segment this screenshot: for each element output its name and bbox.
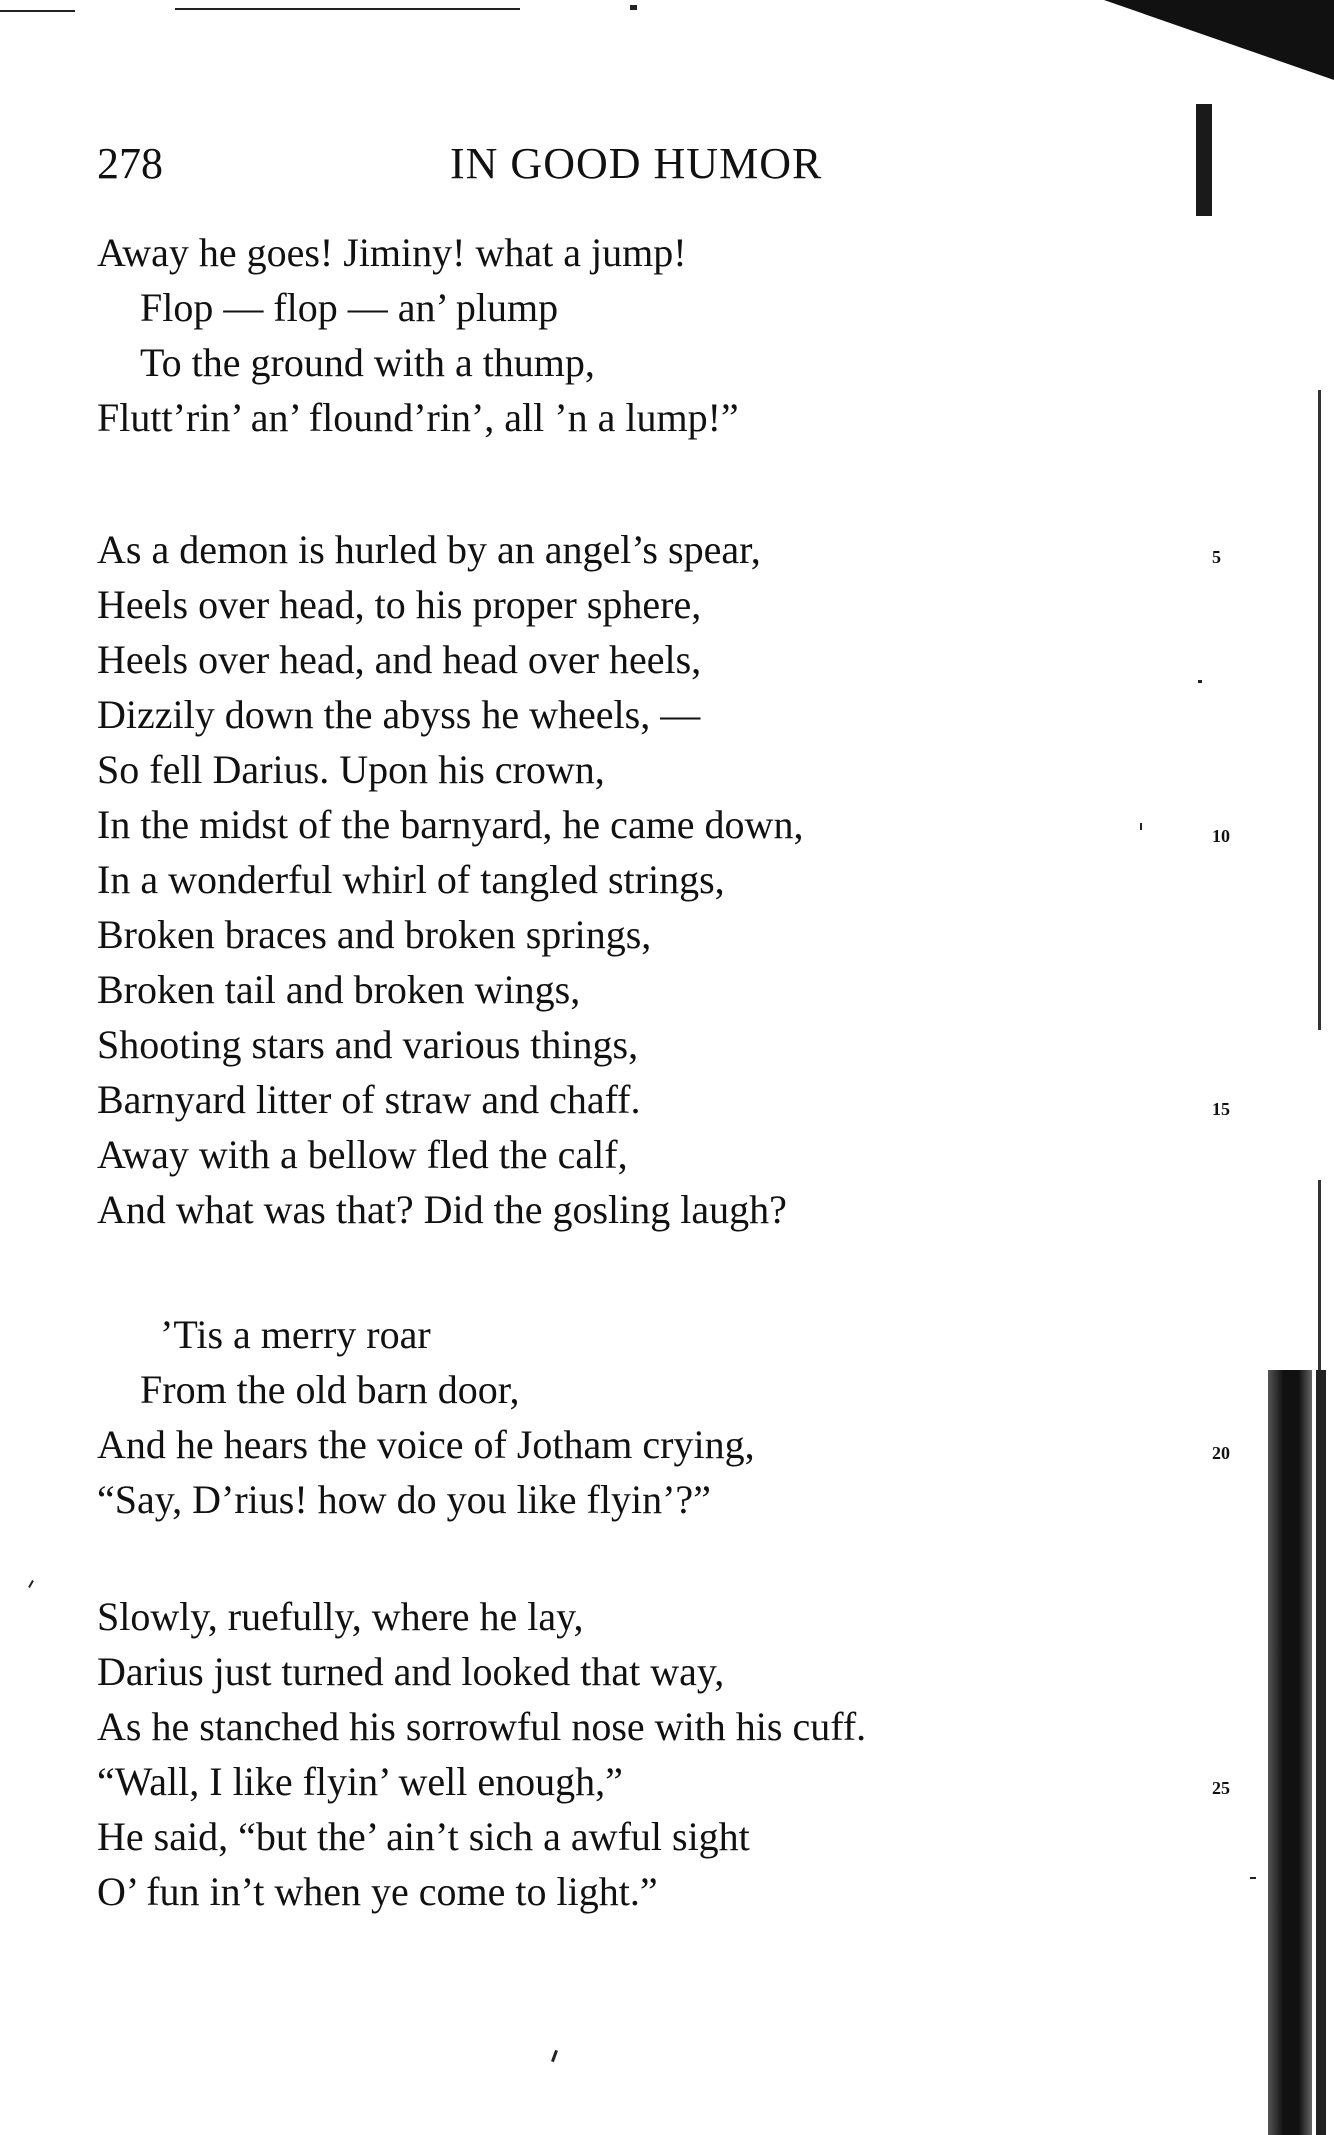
poem-line: Shooting stars and various things,	[97, 1022, 639, 1067]
poem-line: From the old barn door,	[140, 1367, 520, 1412]
line-number: 10	[1212, 826, 1230, 846]
line-number: 15	[1212, 1099, 1230, 1119]
poem-line: As a demon is hurled by an angel’s spear,	[97, 527, 761, 572]
line-number: 25	[1212, 1778, 1230, 1798]
line-number: 5	[1212, 547, 1221, 567]
poem-line: Heels over head, and head over heels,	[97, 637, 702, 682]
poem-line: Flutt’rin’ an’ flound’rin’, all ’n a lump!”	[97, 395, 739, 440]
poem-line: And he hears the voice of Jotham crying,	[97, 1422, 755, 1467]
scan-speck	[551, 2050, 558, 2062]
scan-speck	[1250, 1877, 1256, 1879]
poem-line: He said, “but the’ ain’t sich a awful sight	[97, 1814, 750, 1859]
poem-line: Slowly, ruefully, where he lay,	[97, 1594, 584, 1639]
poem-line: Darius just turned and looked that way,	[97, 1649, 725, 1694]
line-number: 20	[1212, 1443, 1230, 1463]
poem-line: In a wonderful whirl of tangled strings,	[97, 857, 725, 902]
poem-line: O’ fun in’t when ye come to light.”	[97, 1869, 658, 1914]
poem-line: And what was that? Did the gosling laugh?	[97, 1187, 787, 1232]
scan-bar-upper	[1196, 104, 1212, 216]
poem-line: ’Tis a merry roar	[160, 1312, 431, 1357]
poem-line: So fell Darius. Upon his crown,	[97, 747, 605, 792]
poem-line: “Say, D’rius! how do you like flyin’?”	[97, 1477, 711, 1522]
scan-bar-lower-edge	[1316, 1370, 1326, 2135]
poem-line: Broken tail and broken wings,	[97, 967, 581, 1012]
scan-bar-lower	[1268, 1370, 1312, 2135]
poem-line: To the ground with a thump,	[140, 340, 595, 385]
poem-line: Away with a bellow fled the calf,	[97, 1132, 628, 1177]
scan-speck-top	[630, 5, 637, 10]
scan-corner-shadow	[1104, 0, 1334, 80]
poem-line: Dizzily down the abyss he wheels, —	[97, 692, 701, 737]
scan-speck	[1198, 680, 1202, 683]
scan-speck	[1140, 823, 1142, 830]
scan-rule-top	[175, 8, 520, 10]
poem-line: “Wall, I like flyin’ well enough,”	[97, 1759, 623, 1804]
scan-speck	[28, 1580, 34, 1588]
poem-line: Barnyard litter of straw and chaff.	[97, 1077, 641, 1122]
scan-rule-top-left	[0, 10, 75, 12]
poem-line: Away he goes! Jiminy! what a jump!	[97, 230, 687, 275]
poem-line: Broken braces and broken springs,	[97, 912, 652, 957]
running-title: IN GOOD HUMOR	[450, 139, 823, 188]
poem-line: Flop — flop — an’ plump	[140, 285, 559, 330]
poem-line: As he stanched his sorrowful nose with his cuff.	[97, 1704, 867, 1749]
scan-edge-line-lower	[1318, 1180, 1321, 1380]
scan-edge-line	[1318, 390, 1321, 1030]
poem-line: Heels over head, to his proper sphere,	[97, 582, 702, 627]
page-number: 278	[97, 139, 163, 188]
poem-line: In the midst of the barnyard, he came down,	[97, 802, 804, 847]
